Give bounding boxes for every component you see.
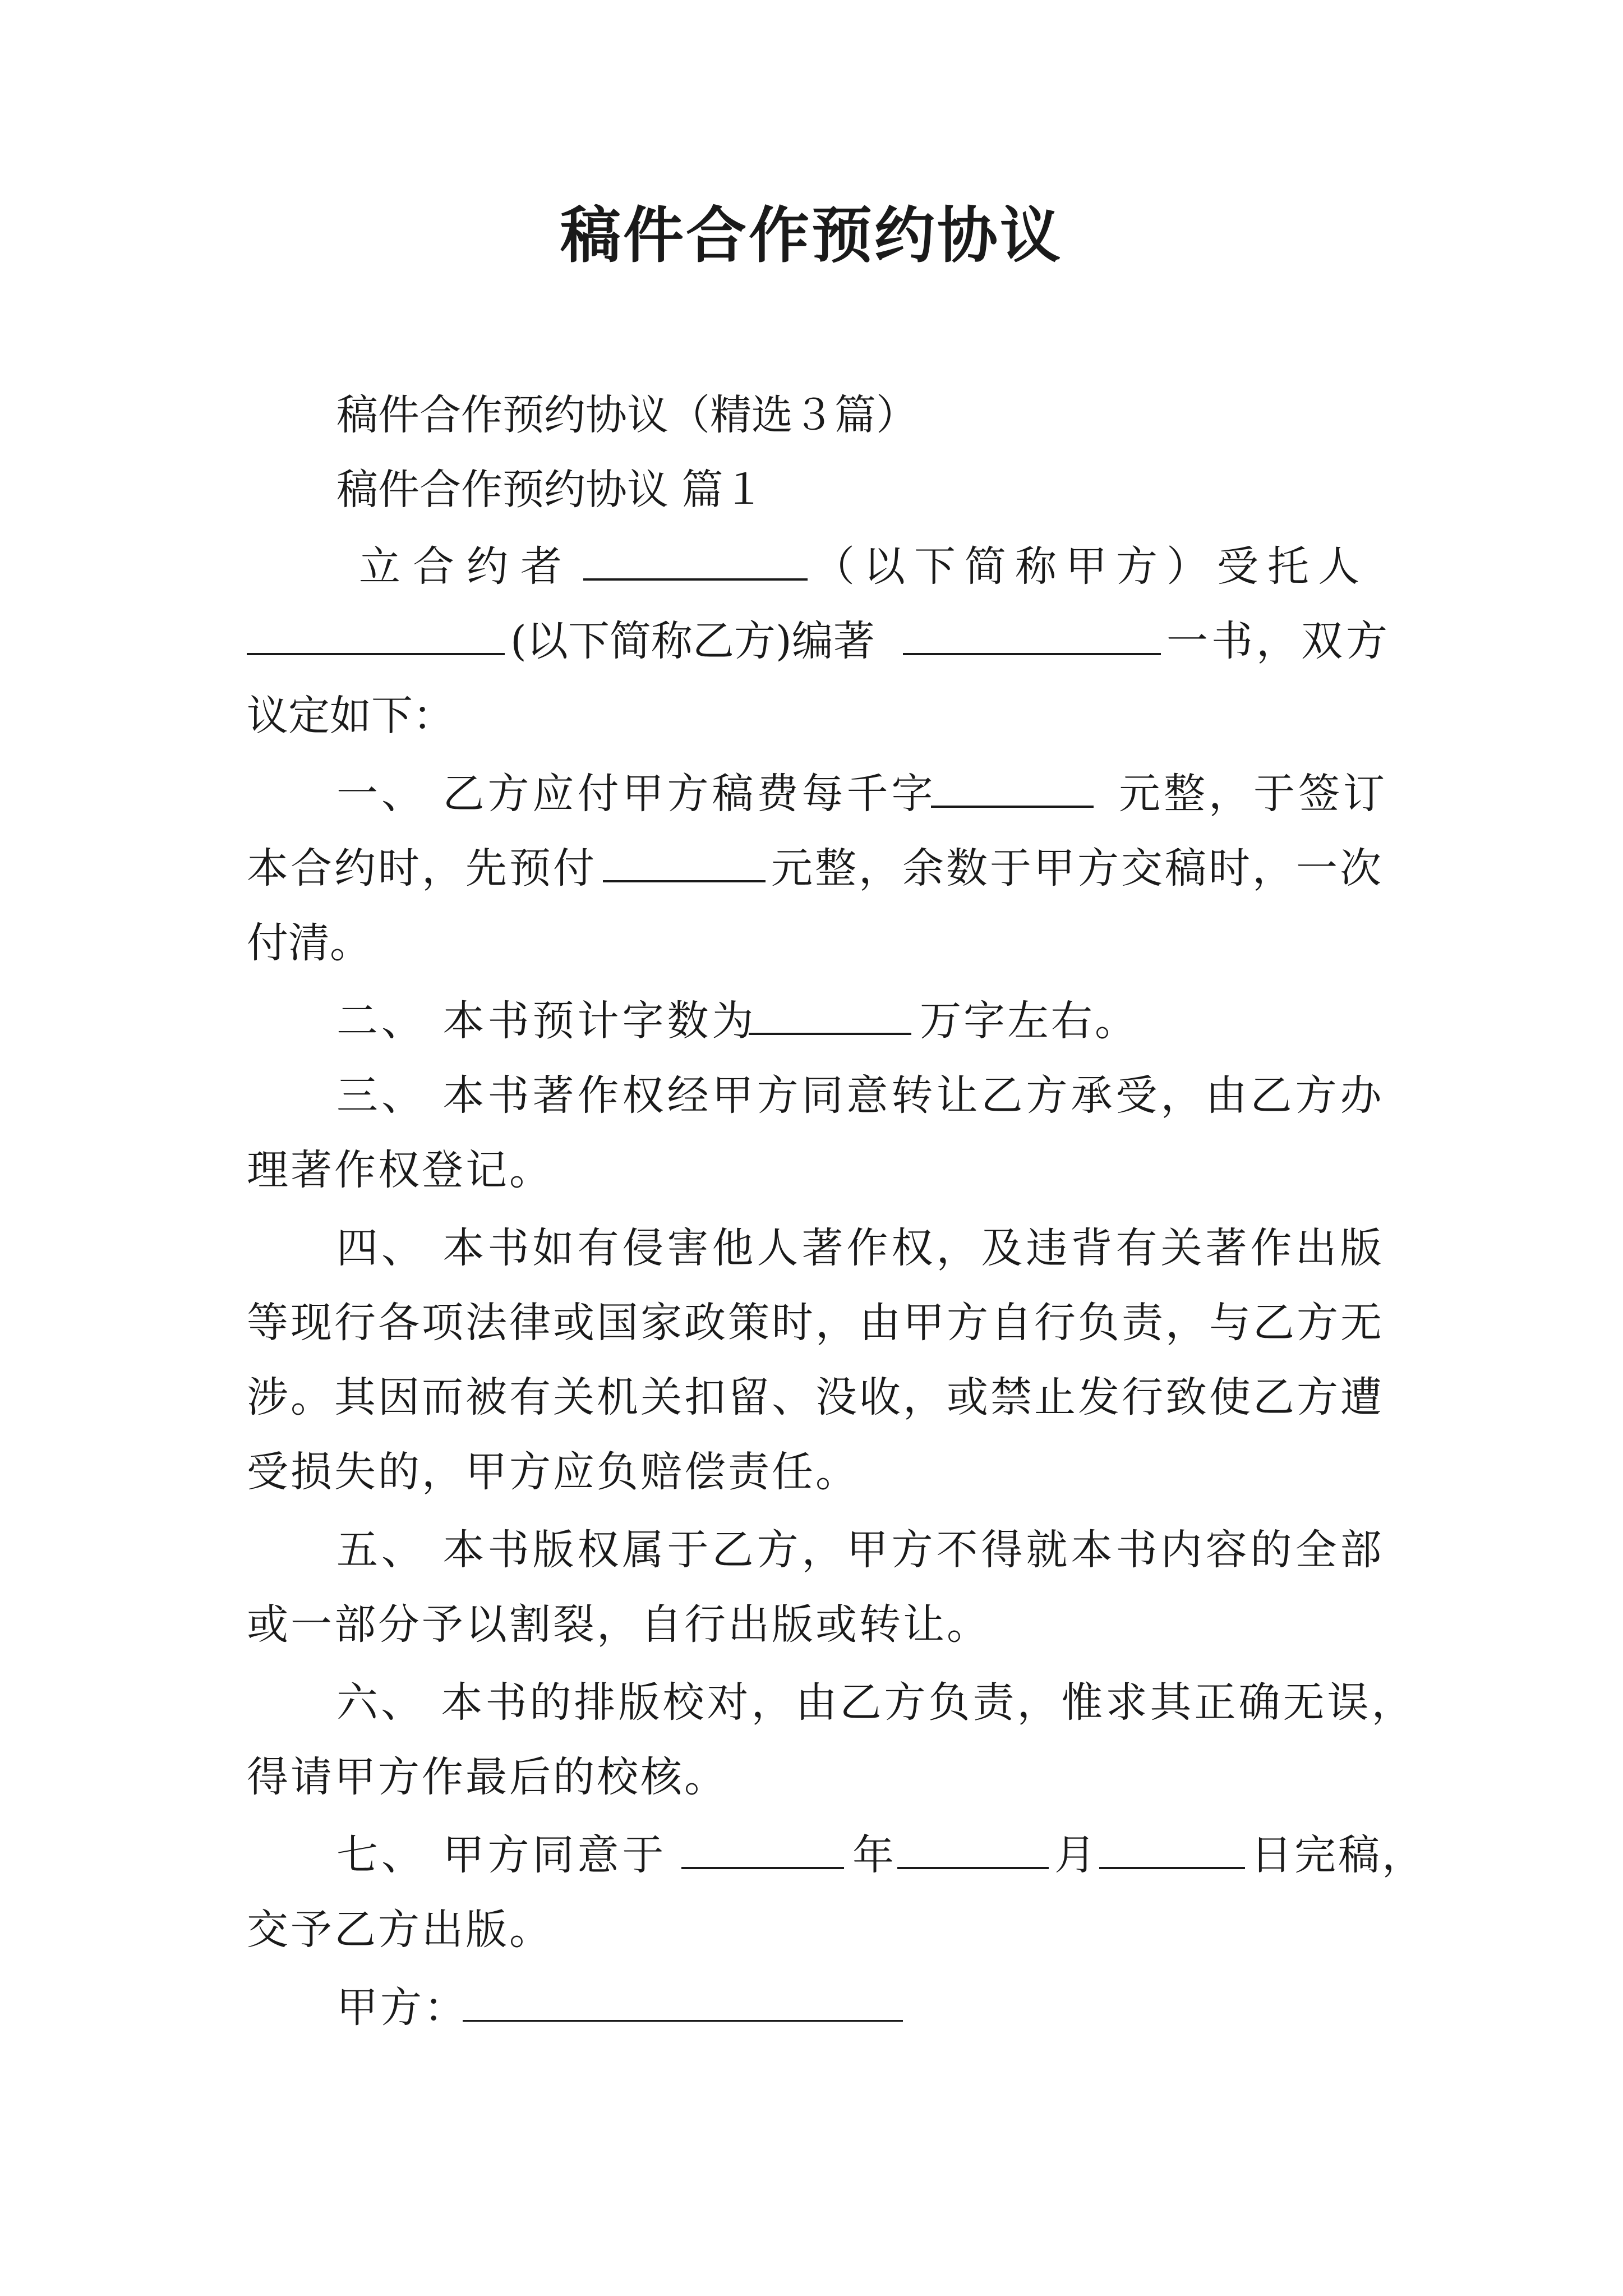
- clause-2-text-2: 万字左右。: [920, 997, 1138, 1045]
- clause-7-text-1: 七、 甲方同意于: [336, 1831, 667, 1879]
- clause-7-blank-month: [897, 1827, 1049, 1883]
- clause-1-text-5: 付清。: [247, 919, 371, 967]
- clause-1-text-4: 元整，余数于甲方交稿时，一次: [771, 844, 1384, 892]
- clause-1-blank-rate: [931, 766, 1094, 822]
- clause-7-text-2: 年: [852, 1831, 894, 1879]
- clause-7-text-4: 日完稿，: [1251, 1831, 1426, 1879]
- document-subtitle: 稿件合作预约协议（精选３篇）: [336, 391, 917, 439]
- clause-5-line-2: 或一部分予以割裂，自行出版或转让。: [247, 1600, 990, 1649]
- intro-blank-book: [903, 613, 1161, 669]
- intro-text-1: 立合约者: [359, 542, 574, 591]
- clause-4-line-3: 涉。其因而被有关机关扣留、没收，或禁止发行致使乙方遭: [247, 1373, 1384, 1421]
- clause-4-line-4: 受损失的，甲方应负赔偿责任。: [247, 1448, 859, 1496]
- clause-6-line-2: 得请甲方作最后的校核。: [247, 1753, 728, 1801]
- intro-text-4: 一书，双方: [1166, 617, 1391, 665]
- clause-4-line-2: 等现行各项法律或国家政策时，由甲方自行负责，与乙方无: [247, 1299, 1384, 1347]
- clause-7-text-5: 交予乙方出版。: [247, 1906, 553, 1954]
- party-a-label: 甲方：: [336, 1984, 468, 2032]
- clause-1-text-1: 一、 乙方应付甲方稿费每千字: [336, 770, 937, 818]
- clause-2-text-1: 二、 本书预计字数为: [336, 997, 757, 1045]
- clause-7-blank-year: [681, 1827, 844, 1883]
- clause-5-line-1: 五、 本书版权属于乙方，甲方不得就本书内容的全部: [336, 1526, 1385, 1574]
- clause-1-text-2: 元整，于签订: [1119, 770, 1388, 818]
- section-heading: 稿件合作预约协议 篇１: [336, 466, 765, 514]
- clause-3-line-2: 理著作权登记。: [247, 1146, 553, 1194]
- intro-blank-party-a: [583, 539, 808, 595]
- document-title: 稿件合作预约协议: [560, 200, 1063, 271]
- clause-1-text-3: 本合约时，先预付: [247, 844, 597, 892]
- clause-7-blank-day: [1099, 1827, 1245, 1883]
- intro-text-3: (以下简称乙方)编著: [510, 617, 875, 665]
- clause-3-line-1: 三、 本书著作权经甲方同意转让乙方承受，由乙方办: [336, 1071, 1385, 1120]
- clause-2-blank-words: [749, 993, 911, 1049]
- party-a-signature-blank: [463, 1980, 903, 2036]
- clause-1-blank-prepay: [603, 840, 766, 896]
- intro-text-5: 议定如下：: [247, 692, 454, 740]
- clause-4-line-1: 四、 本书如有侵害他人著作权，及违背有关著作出版: [336, 1224, 1385, 1272]
- clause-6-line-1: 六、 本书的排版校对，由乙方负责，惟求其正确无误，: [336, 1678, 1416, 1727]
- intro-text-2: （以下简称甲方）受托人: [813, 542, 1368, 591]
- intro-blank-party-b: [247, 613, 505, 669]
- clause-7-text-3: 月: [1054, 1831, 1096, 1879]
